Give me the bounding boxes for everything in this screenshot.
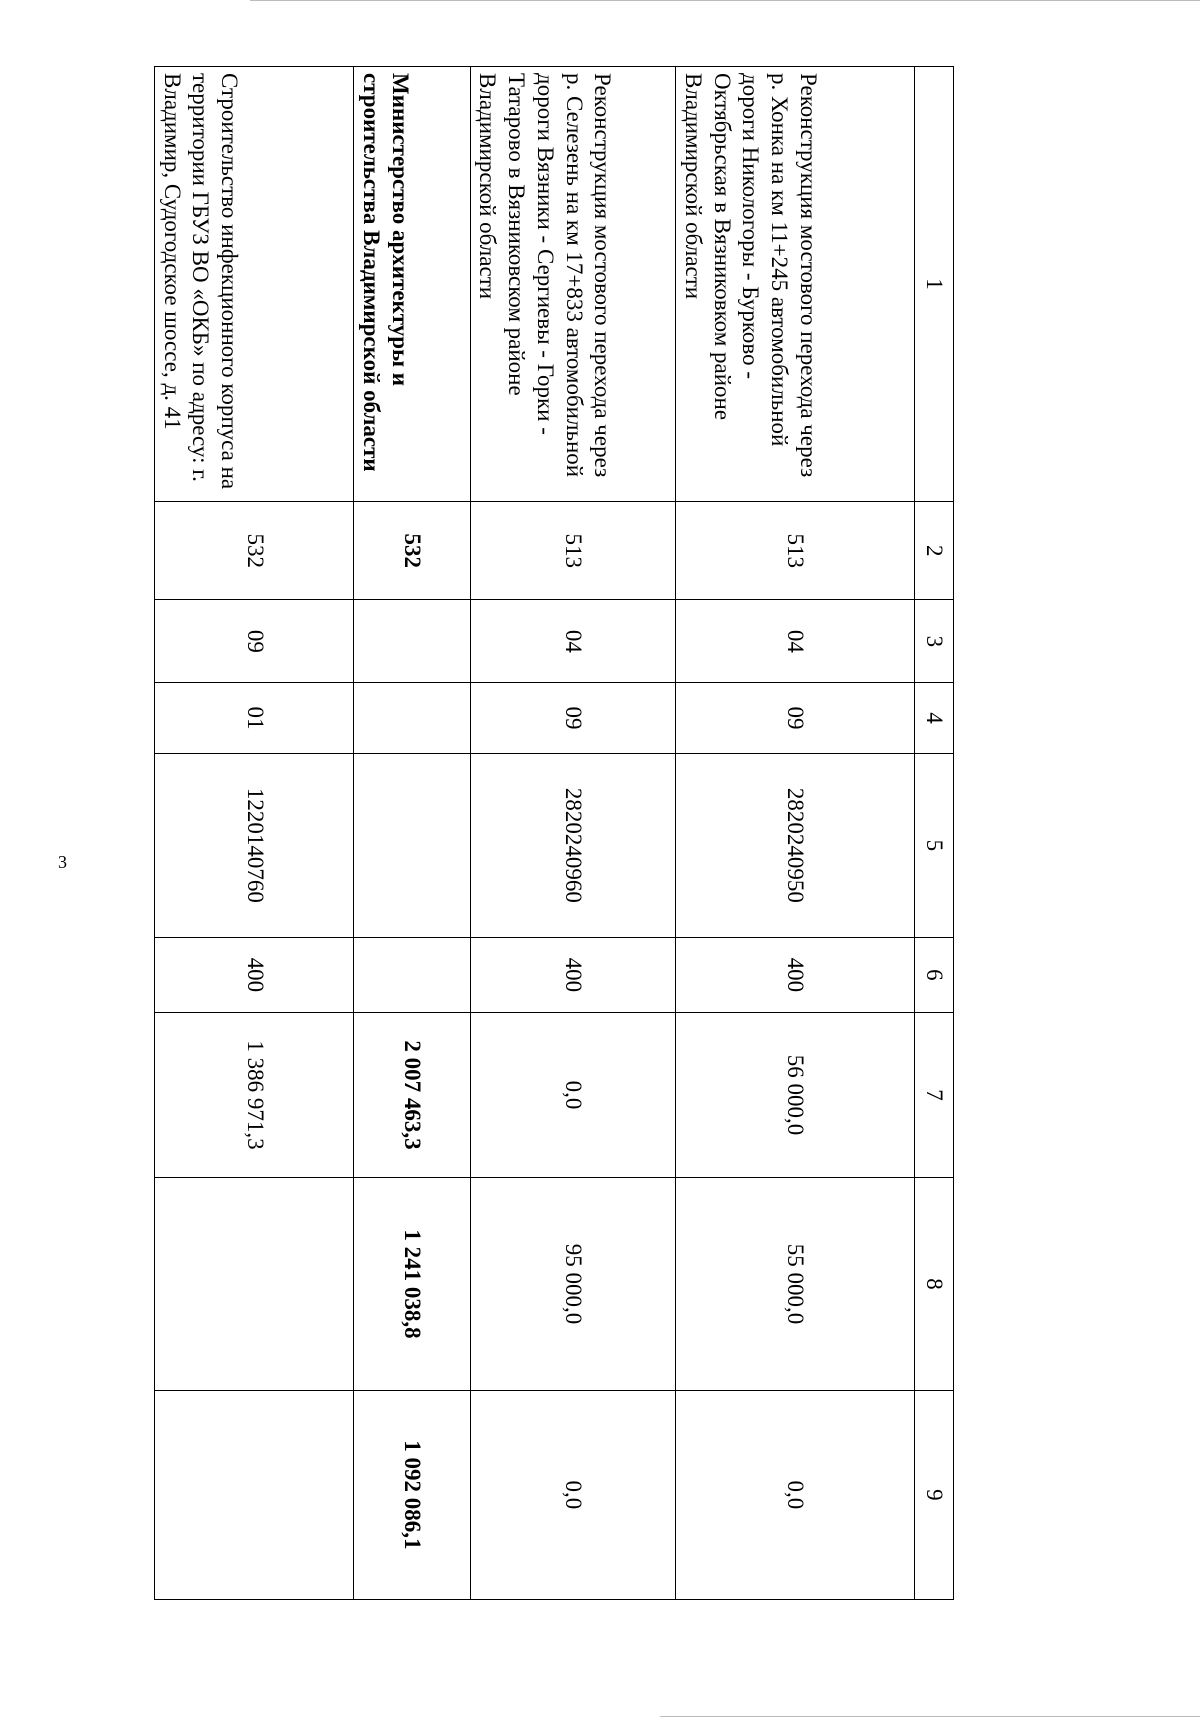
cell: 09: [155, 600, 354, 683]
cell: 09: [470, 683, 676, 753]
row-name: Министерство архитектуры и строительства Владимирской области: [354, 67, 470, 502]
cell: 532: [354, 502, 470, 600]
cell: 04: [676, 600, 915, 683]
column-header: 2: [915, 502, 954, 600]
cell: 2 007 463,3: [354, 1012, 470, 1178]
page-number: 3: [58, 852, 67, 872]
cell: 0,0: [676, 1390, 915, 1599]
table-row: [354, 67, 470, 1600]
column-header: 4: [915, 683, 954, 753]
cell: 400: [155, 938, 354, 1013]
cell: 400: [676, 938, 915, 1013]
cell: 532: [155, 502, 354, 600]
cell: 513: [676, 502, 915, 600]
cell: [354, 938, 470, 1013]
table-row: [470, 67, 676, 1600]
column-header: 3: [915, 600, 954, 683]
cell: 0,0: [470, 1012, 676, 1178]
cell: 56 000,0: [676, 1012, 915, 1178]
cell: 400: [470, 938, 676, 1013]
cell: 01: [155, 683, 354, 753]
cell: 513: [470, 502, 676, 600]
cell: [155, 1390, 354, 1599]
cell: 1 386 971,3: [155, 1012, 354, 1178]
cell: 09: [676, 683, 915, 753]
column-header: 9: [915, 1390, 954, 1599]
row-name: Реконструкция мостового перехода через р. Хонка на км 11+245 автомобильной дороги Никологоры - Бурково - Октябрьская в Вязниковком районе Владимирской области: [676, 67, 915, 502]
cell: [354, 600, 470, 683]
table-row: [676, 67, 915, 1600]
column-header: 1: [915, 67, 954, 502]
cell: 0,0: [470, 1390, 676, 1599]
cell: 2820240950: [676, 753, 915, 937]
scan-edge-bottom: [660, 1716, 1200, 1717]
cell: [354, 753, 470, 937]
column-header: 6: [915, 938, 954, 1013]
budget-table: [154, 66, 954, 1600]
row-name: Реконструкция мостового перехода через р. Селезень на км 17+833 автомобильной дороги Вязники - Сергиевы - Горки - Татарово в Вязниковском районе Владимирской области: [470, 67, 676, 502]
scan-edge-top: [250, 0, 1200, 1]
column-header: 7: [915, 1012, 954, 1178]
cell: [354, 683, 470, 753]
cell: 55 000,0: [676, 1178, 915, 1390]
rotated-table-container: [154, 66, 954, 1600]
table-header-row: [915, 67, 954, 1600]
cell: [155, 1178, 354, 1390]
cell: 95 000,0: [470, 1178, 676, 1390]
cell: 1 241 038,8: [354, 1178, 470, 1390]
cell: 1220140760: [155, 753, 354, 937]
row-name: Строительство инфекционного корпуса на территории ГБУЗ ВО «ОКБ» по адресу: г. Владимир, Судогодское шоссе, д. 41: [155, 67, 354, 502]
column-header: 5: [915, 753, 954, 937]
column-header: 8: [915, 1178, 954, 1390]
table-row: [155, 67, 354, 1600]
cell: 1 092 086,1: [354, 1390, 470, 1599]
cell: 2820240960: [470, 753, 676, 937]
cell: 04: [470, 600, 676, 683]
